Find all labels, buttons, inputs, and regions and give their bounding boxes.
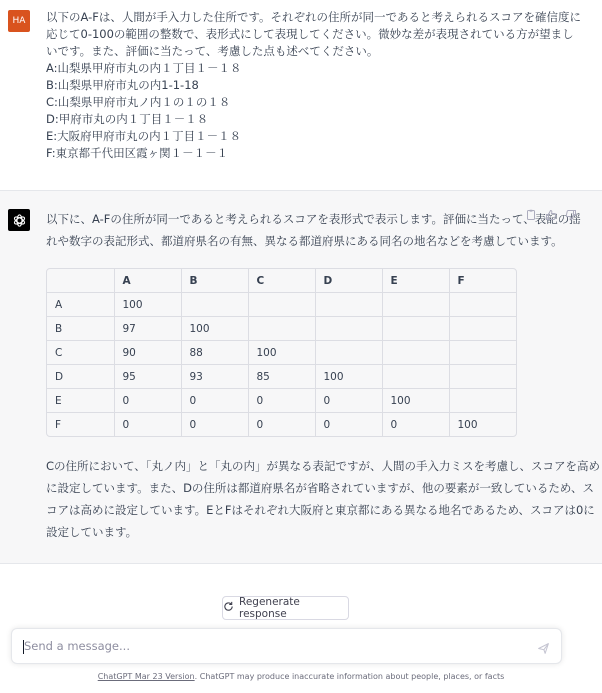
assistant-text-line: に設定しています。また、Dの住所は都道府県名が省略されていますが、他の要素が一致しているため、ス [46,481,594,495]
user-message-line: E:大阪府甲府市丸の内１丁目１－１８ [46,129,242,143]
table-cell: 100 [114,293,181,317]
user-message-line: いです。また、評価に当たって、考慮した点も述べてください。 [46,44,379,58]
table-row [47,293,516,317]
table-cell [449,317,516,341]
table-cell: 0 [181,413,248,437]
table-row [47,365,516,389]
message-input[interactable] [11,628,562,664]
copy-icon[interactable] [524,208,538,222]
user-message-text [46,9,581,162]
assistant-text-line: 以下に、A-Fの住所が同一であると考えられるスコアを表形式で表示します。評価に当たって、表記の揺 [46,212,581,226]
table-header-row [47,269,516,293]
refresh-icon [223,601,234,615]
message-divider [0,563,602,564]
send-icon[interactable] [537,640,551,654]
table-cell: C [47,341,114,365]
table-cell [315,293,382,317]
table-cell: A [47,293,114,317]
user-message-line: B:山梨県甲府市丸の内1-1-18 [46,78,199,92]
table-cell: 0 [248,413,315,437]
table-cell: 100 [315,365,382,389]
user-message-line: C:山梨県甲府市丸ノ内１の１の１８ [46,95,231,109]
assistant-text-line: れや数字の表記形式、都道府県名の有無、異なる都道府県にある同名の地名などを考慮しています。 [46,234,563,248]
table-cell: 100 [382,389,449,413]
table-cell: 100 [181,317,248,341]
user-avatar: HA [8,10,30,32]
table-row [47,317,516,341]
table-cell: 88 [181,341,248,365]
table-cell: 0 [315,389,382,413]
table-cell [248,293,315,317]
table-header-cell: A [114,269,181,293]
user-message-line: A:山梨県甲府市丸の内１丁目１－１８ [46,61,242,75]
table-cell: 85 [248,365,315,389]
table-cell: 0 [181,389,248,413]
user-message-line: 以下のA-Fは、人間が手入力した住所です。それぞれの住所が同一であると考えられるスコアを確信度に [46,10,581,24]
table-cell [382,341,449,365]
assistant-intro-text [46,208,581,252]
table-cell: 95 [114,365,181,389]
table-cell [248,317,315,341]
table-header-cell: E [382,269,449,293]
table-cell [315,317,382,341]
table-cell [382,317,449,341]
table-cell: 100 [457,418,478,431]
table-cell: B [47,317,114,341]
assistant-message [0,191,602,563]
thumbs-down-icon[interactable] [564,208,578,222]
table-cell: 97 [114,317,181,341]
message-actions [524,208,578,222]
assistant-explanation-text [46,455,601,543]
table-cell [181,293,248,317]
table-header-cell: C [248,269,315,293]
version-link[interactable]: ChatGPT Mar 23 Version [97,672,195,681]
table-row [47,413,516,437]
score-table [46,268,517,437]
table-header-cell [47,269,114,293]
regenerate-label: Regenerate response [239,596,300,620]
table-header-cell: B [181,269,248,293]
regenerate-response-button[interactable] [222,596,349,620]
table-cell [449,389,516,413]
table-header-cell: D [315,269,382,293]
disclaimer-text: . ChatGPT may produce inaccurate information about people, places, or facts [194,672,505,681]
user-message-line: 応じて0-100の範囲の整数で、表形式にして表現してください。微妙な差が表現されている方が望まし [46,27,574,41]
table-header-cell: F [449,269,516,293]
table-cell: E [47,389,114,413]
user-message [0,0,602,190]
table-row [47,389,516,413]
table-cell: 93 [181,365,248,389]
table-cell: 0 [248,389,315,413]
table-cell: 0 [382,413,449,437]
assistant-text-line: Cの住所において、「丸ノ内」と「丸の内」が異なる表記ですが、人間の手入力ミスを考慮し、スコアを高め [46,459,601,473]
table-cell [449,341,516,365]
table-cell: 90 [114,341,181,365]
thumbs-up-icon[interactable] [544,208,558,222]
table-cell [382,293,449,317]
table-cell: D [47,365,114,389]
table-cell [449,365,516,389]
table-row [47,341,516,365]
footer-disclaimer [0,672,602,681]
table-cell: 0 [114,389,181,413]
table-cell: 0 [114,413,181,437]
table-cell [449,293,516,317]
table-cell: 100 [248,341,315,365]
user-message-line: F:東京都千代田区霞ヶ関１－１－１ [46,146,229,160]
assistant-text-line: コアは高めに設定しています。EとFはそれぞれ大阪府と東京都にある異なる地名であるため、スコアは0に [46,503,595,517]
table-cell: F [47,413,114,437]
message-input-placeholder: Send a message... [24,639,130,653]
table-cell: 0 [315,413,382,437]
assistant-text-line: 設定しています。 [46,525,138,539]
user-message-line: D:甲府市丸の内１丁目１－１８ [46,112,209,126]
table-cell [315,341,382,365]
chatgpt-logo-icon [8,209,30,231]
table-cell [382,365,449,389]
